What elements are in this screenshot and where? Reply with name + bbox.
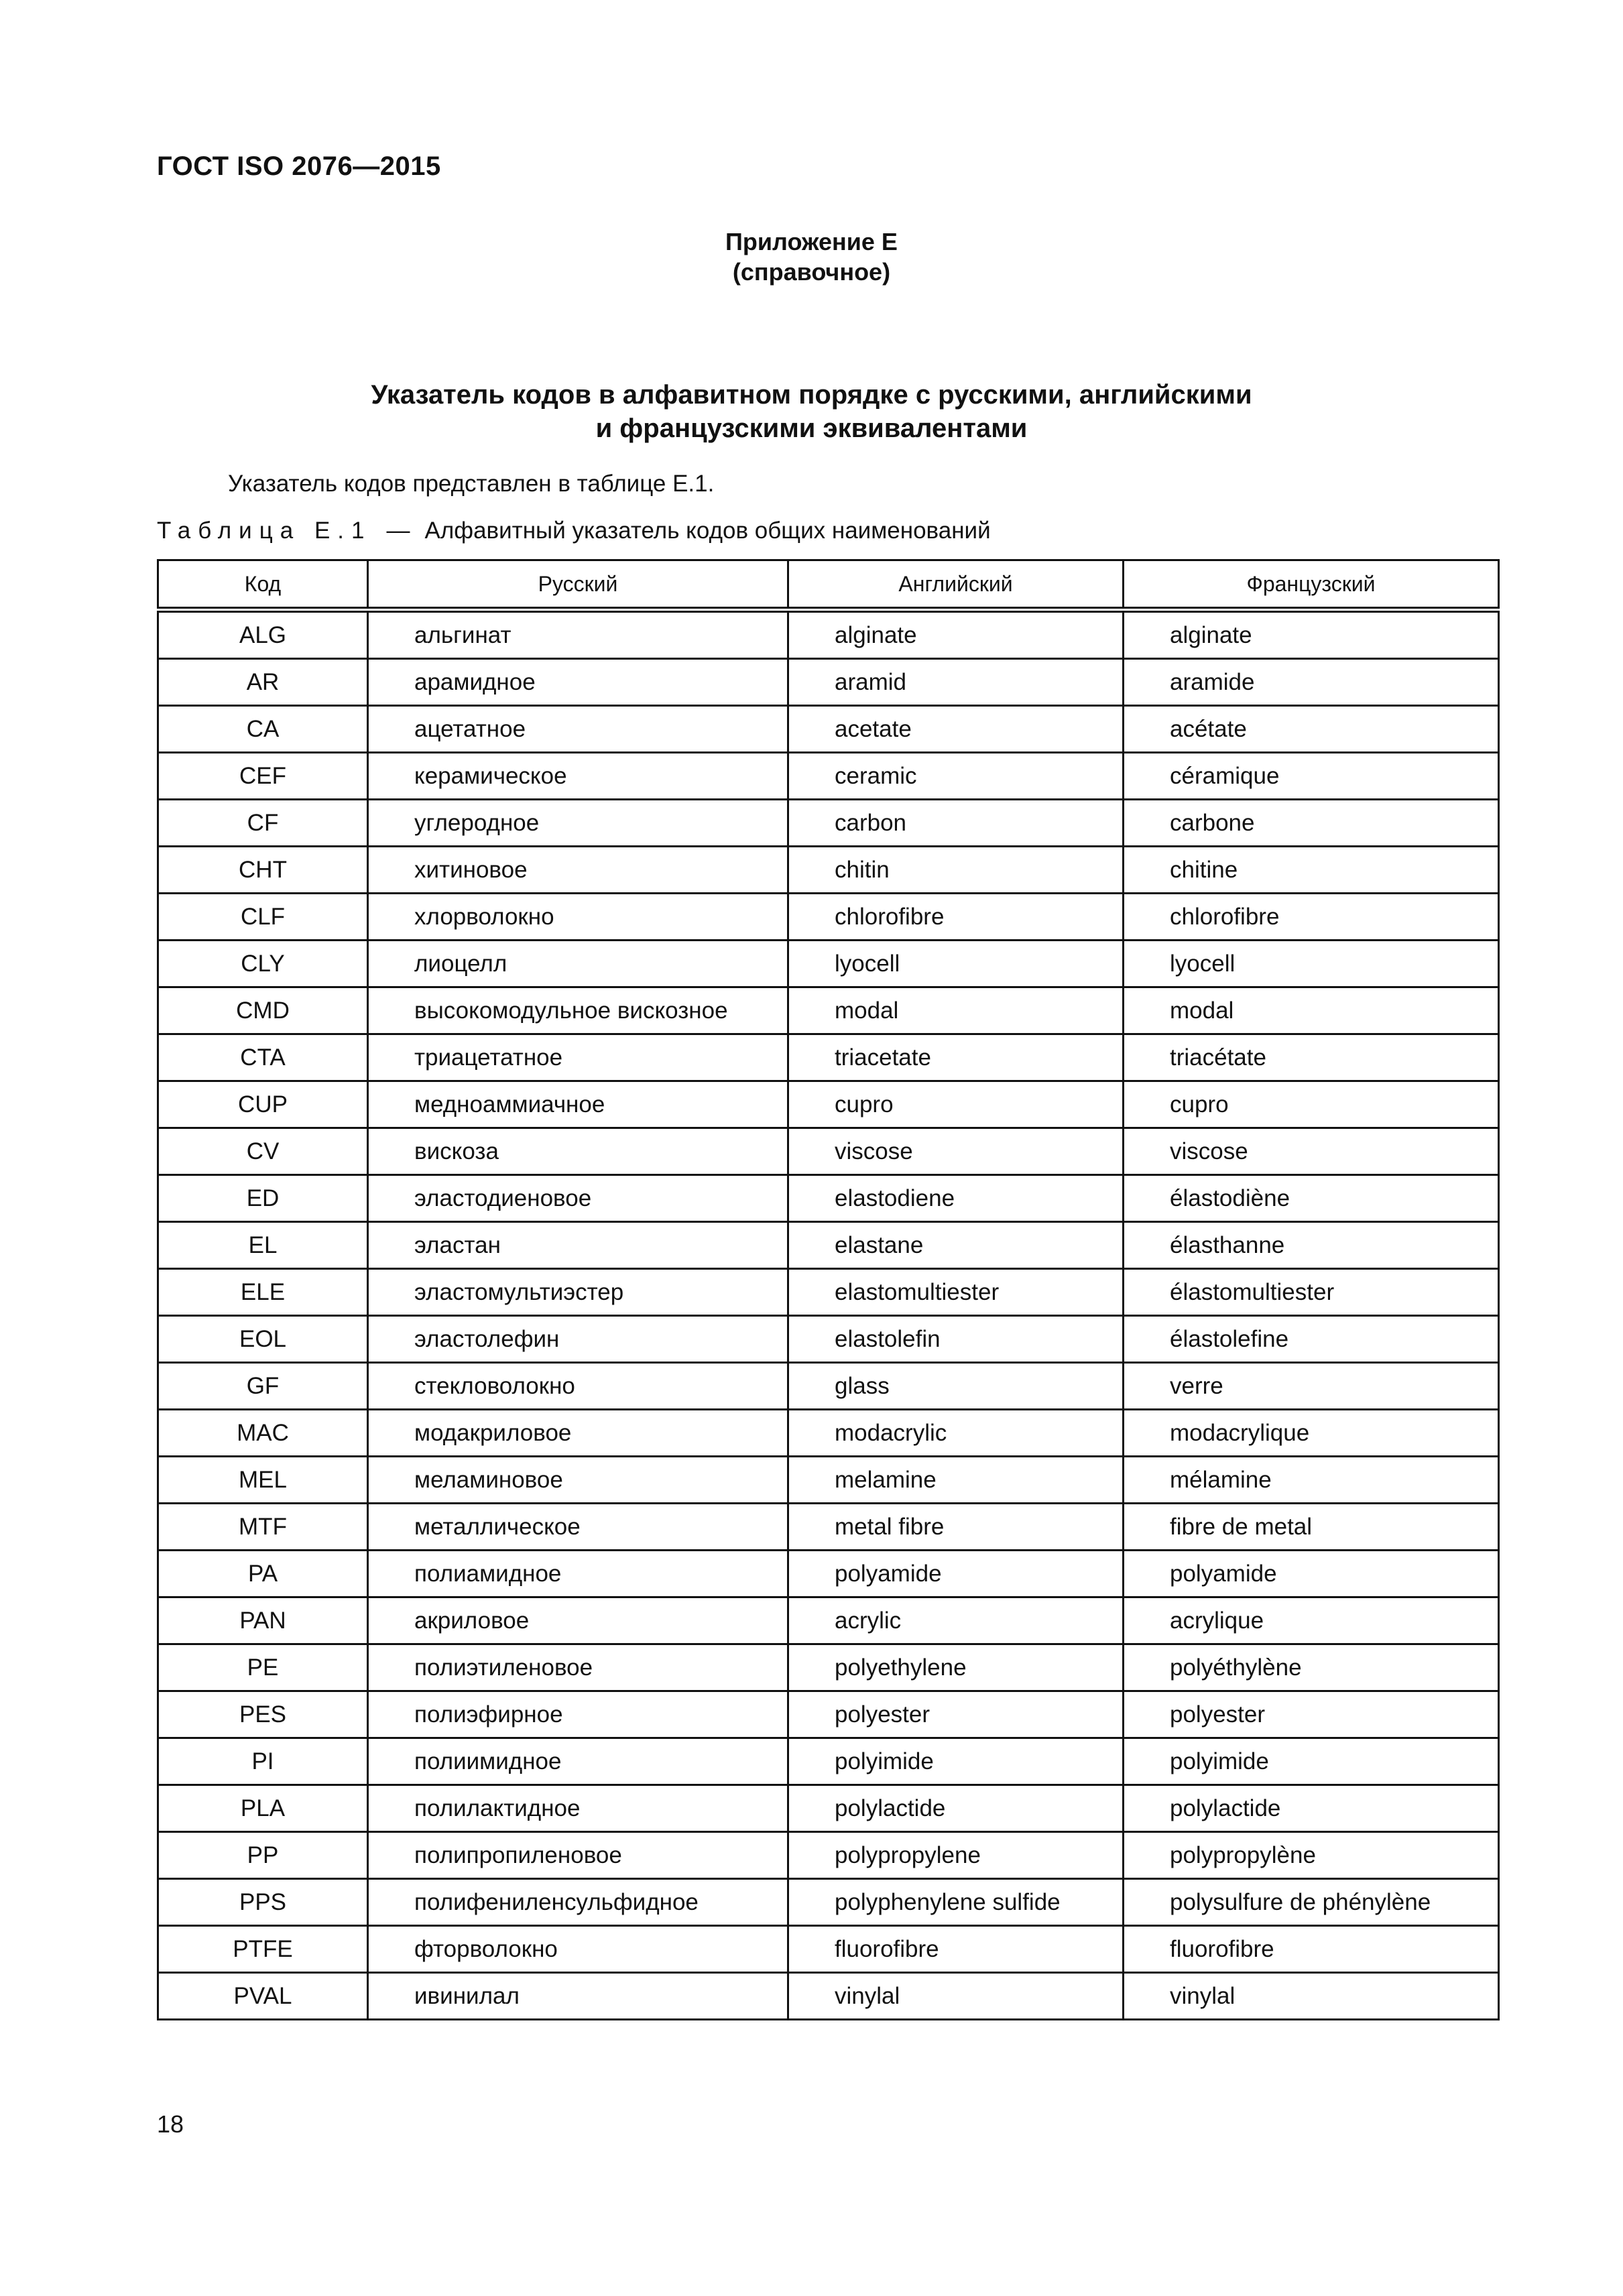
cell-russian: эластолефин xyxy=(368,1316,788,1363)
cell-french: cupro xyxy=(1124,1081,1499,1128)
table-row xyxy=(158,1128,1499,1175)
cell-english: polyamide xyxy=(788,1551,1124,1597)
table-row xyxy=(158,1316,1499,1363)
cell-russian: триацетатное xyxy=(368,1034,788,1081)
cell-french: fibre de metal xyxy=(1124,1504,1499,1551)
cell-code: CHT xyxy=(158,847,368,894)
cell-code: ALG xyxy=(158,610,368,659)
cell-english: polypropylene xyxy=(788,1832,1124,1879)
cell-english: polyimide xyxy=(788,1738,1124,1785)
table-row xyxy=(158,1504,1499,1551)
cell-russian: медноаммиачное xyxy=(368,1081,788,1128)
cell-russian: вискоза xyxy=(368,1128,788,1175)
appendix-kind: (справочное) xyxy=(732,258,891,286)
table-caption-label: Таблица Е.1 xyxy=(157,518,372,544)
cell-code: PA xyxy=(158,1551,368,1597)
table-caption-dash: — xyxy=(386,518,410,544)
cell-code: MEL xyxy=(158,1457,368,1504)
index-title-line-1: Указатель кодов в алфавитном порядке с русскими, английскими xyxy=(371,380,1252,410)
table-row xyxy=(158,659,1499,706)
cell-english: triacetate xyxy=(788,1034,1124,1081)
cell-russian: акриловое xyxy=(368,1597,788,1644)
cell-french: acrylique xyxy=(1124,1597,1499,1644)
cell-english: viscose xyxy=(788,1128,1124,1175)
document-header: ГОСТ ISO 2076—2015 xyxy=(157,152,441,181)
cell-english: carbon xyxy=(788,800,1124,847)
cell-code: CMD xyxy=(158,987,368,1034)
cell-code: MTF xyxy=(158,1504,368,1551)
cell-english: melamine xyxy=(788,1457,1124,1504)
cell-code: PTFE xyxy=(158,1926,368,1973)
cell-english: chitin xyxy=(788,847,1124,894)
column-header-english: Английский xyxy=(788,560,1124,610)
cell-russian: стекловолокно xyxy=(368,1363,788,1410)
table-row xyxy=(158,1410,1499,1457)
cell-english: cupro xyxy=(788,1081,1124,1128)
cell-french: polysulfure de phénylène xyxy=(1124,1879,1499,1926)
table-body xyxy=(158,610,1499,2020)
table-row xyxy=(158,706,1499,753)
cell-russian: полифениленсульфидное xyxy=(368,1879,788,1926)
cell-french: élastomultiester xyxy=(1124,1269,1499,1316)
cell-code: CLF xyxy=(158,894,368,941)
index-title xyxy=(0,378,1623,445)
cell-russian: модакриловое xyxy=(368,1410,788,1457)
table-row xyxy=(158,847,1499,894)
cell-russian: эластомультиэстер xyxy=(368,1269,788,1316)
table-row xyxy=(158,1926,1499,1973)
cell-code: GF xyxy=(158,1363,368,1410)
table-row xyxy=(158,610,1499,659)
table-caption xyxy=(157,518,991,544)
column-header-russian: Русский xyxy=(368,560,788,610)
cell-french: polyimide xyxy=(1124,1738,1499,1785)
cell-french: fluorofibre xyxy=(1124,1926,1499,1973)
cell-russian: полиэтиленовое xyxy=(368,1644,788,1691)
cell-code: PAN xyxy=(158,1597,368,1644)
cell-english: metal fibre xyxy=(788,1504,1124,1551)
cell-french: élastodiène xyxy=(1124,1175,1499,1222)
cell-french: carbone xyxy=(1124,800,1499,847)
table-row xyxy=(158,1597,1499,1644)
table-header-row xyxy=(158,560,1499,610)
table-row xyxy=(158,1832,1499,1879)
cell-russian: полипропиленовое xyxy=(368,1832,788,1879)
cell-english: polylactide xyxy=(788,1785,1124,1832)
cell-french: chitine xyxy=(1124,847,1499,894)
cell-english: polyester xyxy=(788,1691,1124,1738)
table-row xyxy=(158,800,1499,847)
column-header-french: Французский xyxy=(1124,560,1499,610)
cell-code: PI xyxy=(158,1738,368,1785)
table-row xyxy=(158,1644,1499,1691)
cell-french: polyester xyxy=(1124,1691,1499,1738)
cell-russian: углеродное xyxy=(368,800,788,847)
cell-code: PES xyxy=(158,1691,368,1738)
cell-code: PE xyxy=(158,1644,368,1691)
cell-french: vinylal xyxy=(1124,1973,1499,2020)
cell-french: lyocell xyxy=(1124,941,1499,987)
cell-english: polyphenylene sulfide xyxy=(788,1879,1124,1926)
cell-code: PP xyxy=(158,1832,368,1879)
cell-english: fluorofibre xyxy=(788,1926,1124,1973)
cell-french: modal xyxy=(1124,987,1499,1034)
cell-english: modal xyxy=(788,987,1124,1034)
table-row xyxy=(158,1269,1499,1316)
cell-french: céramique xyxy=(1124,753,1499,800)
cell-french: verre xyxy=(1124,1363,1499,1410)
cell-english: aramid xyxy=(788,659,1124,706)
cell-code: EOL xyxy=(158,1316,368,1363)
table-caption-text: Алфавитный указатель кодов общих наименований xyxy=(424,518,991,544)
codes-table xyxy=(157,559,1500,2020)
cell-french: élasthanne xyxy=(1124,1222,1499,1269)
table-row xyxy=(158,987,1499,1034)
page-number: 18 xyxy=(157,2110,184,2138)
cell-russian: полилактидное xyxy=(368,1785,788,1832)
cell-code: ELE xyxy=(158,1269,368,1316)
cell-french: polylactide xyxy=(1124,1785,1499,1832)
cell-french: alginate xyxy=(1124,610,1499,659)
cell-english: acrylic xyxy=(788,1597,1124,1644)
table-row xyxy=(158,941,1499,987)
cell-code: CTA xyxy=(158,1034,368,1081)
cell-english: alginate xyxy=(788,610,1124,659)
cell-russian: ацетатное xyxy=(368,706,788,753)
cell-code: PPS xyxy=(158,1879,368,1926)
cell-french: polyéthylène xyxy=(1124,1644,1499,1691)
cell-english: polyethylene xyxy=(788,1644,1124,1691)
cell-english: ceramic xyxy=(788,753,1124,800)
cell-code: ED xyxy=(158,1175,368,1222)
cell-english: lyocell xyxy=(788,941,1124,987)
cell-russian: фторволокно xyxy=(368,1926,788,1973)
table-row xyxy=(158,894,1499,941)
cell-french: triacétate xyxy=(1124,1034,1499,1081)
cell-english: elastane xyxy=(788,1222,1124,1269)
cell-code: PVAL xyxy=(158,1973,368,2020)
cell-english: modacrylic xyxy=(788,1410,1124,1457)
cell-russian: альгинат xyxy=(368,610,788,659)
table-row xyxy=(158,1457,1499,1504)
table-row xyxy=(158,1785,1499,1832)
table-row xyxy=(158,1081,1499,1128)
appendix-title: Приложение Е xyxy=(725,228,898,255)
cell-code: CUP xyxy=(158,1081,368,1128)
cell-french: viscose xyxy=(1124,1128,1499,1175)
table-row xyxy=(158,1551,1499,1597)
cell-french: élastolefine xyxy=(1124,1316,1499,1363)
cell-russian: арамидное xyxy=(368,659,788,706)
cell-code: CEF xyxy=(158,753,368,800)
cell-english: elastomultiester xyxy=(788,1269,1124,1316)
cell-russian: хлорволокно xyxy=(368,894,788,941)
cell-french: polyamide xyxy=(1124,1551,1499,1597)
cell-french: chlorofibre xyxy=(1124,894,1499,941)
cell-russian: металлическое xyxy=(368,1504,788,1551)
cell-french: aramide xyxy=(1124,659,1499,706)
table-row xyxy=(158,1222,1499,1269)
cell-russian: полиамидное xyxy=(368,1551,788,1597)
cell-russian: лиоцелл xyxy=(368,941,788,987)
table-row xyxy=(158,1691,1499,1738)
cell-russian: полиимидное xyxy=(368,1738,788,1785)
cell-code: PLA xyxy=(158,1785,368,1832)
index-title-line-2: и французскими эквивалентами xyxy=(595,414,1028,443)
cell-code: MAC xyxy=(158,1410,368,1457)
cell-russian: хитиновое xyxy=(368,847,788,894)
cell-french: acétate xyxy=(1124,706,1499,753)
cell-russian: высокомодульное вискозное xyxy=(368,987,788,1034)
cell-code: CA xyxy=(158,706,368,753)
cell-russian: ивинилал xyxy=(368,1973,788,2020)
cell-english: elastolefin xyxy=(788,1316,1124,1363)
table-row xyxy=(158,1738,1499,1785)
cell-russian: меламиновое xyxy=(368,1457,788,1504)
cell-russian: полиэфирное xyxy=(368,1691,788,1738)
cell-code: CF xyxy=(158,800,368,847)
column-header-code: Код xyxy=(158,560,368,610)
cell-english: elastodiene xyxy=(788,1175,1124,1222)
cell-code: EL xyxy=(158,1222,368,1269)
cell-code: CV xyxy=(158,1128,368,1175)
table-row xyxy=(158,753,1499,800)
table-row xyxy=(158,1879,1499,1926)
cell-russian: керамическое xyxy=(368,753,788,800)
cell-english: vinylal xyxy=(788,1973,1124,2020)
cell-code: CLY xyxy=(158,941,368,987)
table-row xyxy=(158,1973,1499,2020)
table-row xyxy=(158,1363,1499,1410)
appendix-heading xyxy=(0,227,1623,287)
cell-french: modacrylique xyxy=(1124,1410,1499,1457)
table-row xyxy=(158,1175,1499,1222)
cell-french: mélamine xyxy=(1124,1457,1499,1504)
cell-russian: эластодиеновое xyxy=(368,1175,788,1222)
cell-french: polypropylène xyxy=(1124,1832,1499,1879)
cell-english: glass xyxy=(788,1363,1124,1410)
intro-paragraph: Указатель кодов представлен в таблице Е.1. xyxy=(228,471,715,497)
cell-english: chlorofibre xyxy=(788,894,1124,941)
table-row xyxy=(158,1034,1499,1081)
cell-code: AR xyxy=(158,659,368,706)
cell-russian: эластан xyxy=(368,1222,788,1269)
cell-english: acetate xyxy=(788,706,1124,753)
